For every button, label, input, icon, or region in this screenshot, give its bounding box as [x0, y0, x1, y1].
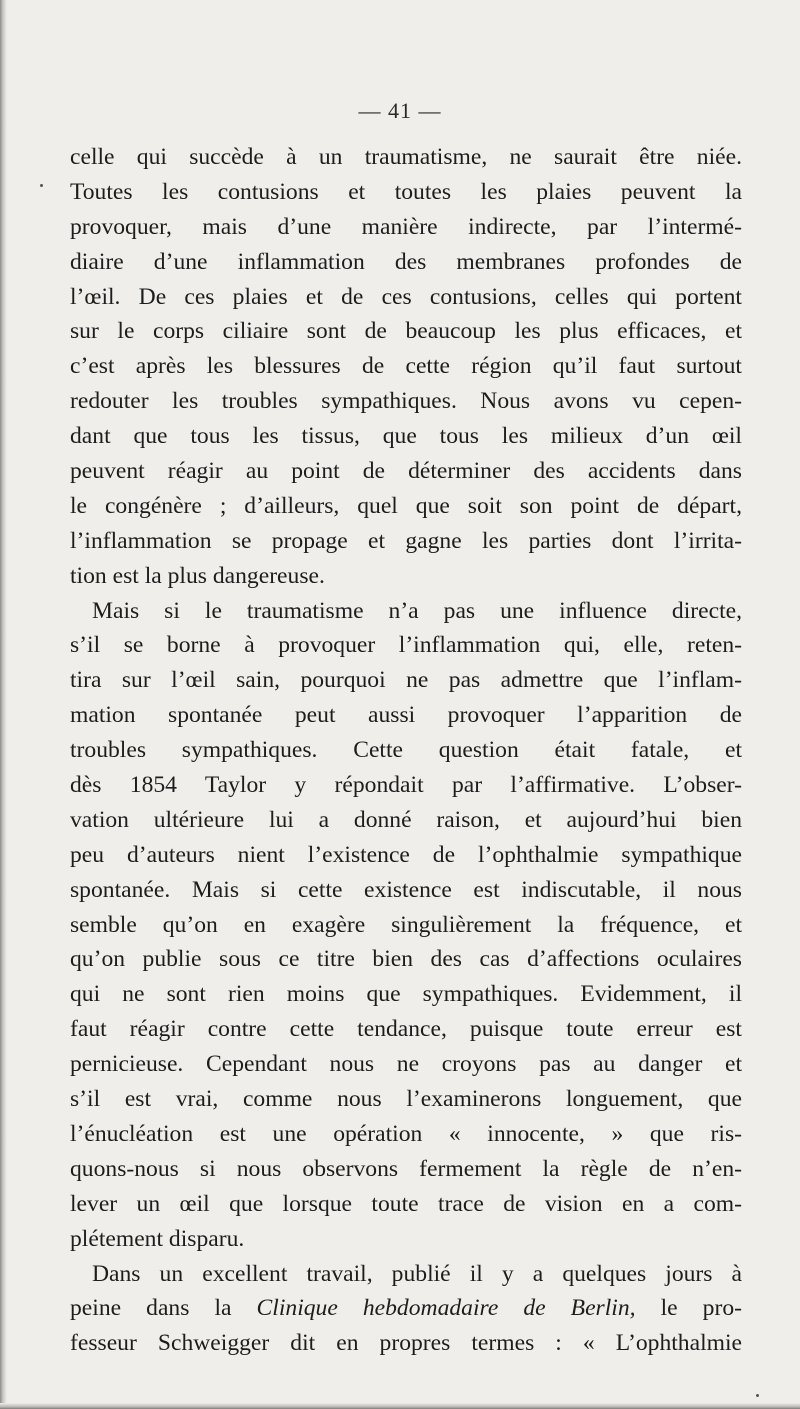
text-segment: le pro- — [635, 1295, 742, 1322]
page-bottom-edge — [0, 1403, 800, 1409]
margin-speck — [756, 1394, 759, 1397]
text-line: pernicieuse. Cependant nous ne croyons pas au danger et — [70, 1051, 742, 1078]
text-line: faut réagir contre cette tendance, puisque toute erreur est — [70, 1016, 742, 1043]
text-line: redouter les troubles sympathiques. Nous avons vu cepen- — [70, 388, 742, 415]
text-line: semble qu’on en exagère singulièrement la fréquence, et — [70, 911, 742, 938]
text-line: peuvent réagir au point de déterminer des accidents dans — [70, 458, 742, 485]
text-line: dant que tous les tissus, que tous les milieux d’un œil — [70, 423, 742, 450]
text-line: s’il se borne à provoquer l’inflammation qui, elle, reten- — [70, 632, 742, 659]
text-line: s’il est vrai, comme nous l’examinerons longuement, que — [70, 1086, 742, 1113]
text-line: quons-nous si nous observons fermement la règle de n’en- — [70, 1155, 742, 1182]
text-line — [70, 1291, 742, 1326]
text-line: lever un œil que lorsque toute trace de vision en a com- — [70, 1190, 742, 1217]
page-number: — 41 — — [358, 98, 442, 123]
margin-speck — [40, 184, 43, 187]
body-text — [70, 140, 742, 1361]
text-line: spontanée. Mais si cette existence est indiscutable, il nous — [70, 876, 742, 903]
text-line: Dans un excellent travail, publié il y a quelques jours à — [92, 1260, 742, 1287]
text-line: l’œil. De ces plaies et de ces contusions, celles qui portent — [70, 283, 742, 310]
text-line: provoquer, mais d’une manière indirecte, par l’intermé- — [70, 213, 742, 240]
text-line: qu’on publie sous ce titre bien des cas d’affections oculaires — [70, 946, 742, 973]
text-line: celle qui succède à un traumatisme, ne saurait être niée. — [70, 144, 742, 170]
text-line: l’énucléation est une opération « innocente, » que ris- — [70, 1120, 742, 1147]
text-line: vation ultérieure lui a donné raison, et aujourd’hui bien — [70, 806, 742, 833]
italic-title: Clinique hebdomadaire de Berlin, — [256, 1295, 636, 1322]
text-line: tira sur l’œil sain, pourquoi ne pas admettre que l’inflam- — [70, 667, 742, 694]
text-line: dès 1854 Taylor y répondait par l’affirmative. L’obser- — [70, 772, 742, 799]
text-line: l’inflammation se propage et gagne les parties dont l’irrita- — [70, 527, 742, 554]
text-line: le congénère ; d’ailleurs, quel que soit son point de départ, — [70, 492, 742, 519]
text-line: c’est après les blessures de cette région qu’il faut surtout — [70, 353, 742, 380]
text-line: plétement disparu. — [70, 1225, 245, 1252]
text-line: mation spontanée peut aussi provoquer l’apparition de — [70, 702, 742, 729]
text-line: Toutes les contusions et toutes les plaies peuvent la — [70, 178, 742, 205]
text-line: troubles sympathiques. Cette question était fatale, et — [70, 737, 742, 764]
text-line: diaire d’une inflammation des membranes profondes de — [70, 248, 742, 275]
text-line: sur le corps ciliaire sont de beaucoup les plus efficaces, et — [70, 318, 742, 345]
page-left-edge — [0, 0, 7, 1409]
text-line: peu d’auteurs nient l’existence de l’ophthalmie sympathique — [70, 841, 742, 868]
text-segment: peine dans la — [70, 1295, 257, 1322]
text-line: fesseur Schweigger dit en propres termes : « L’ophthalmie — [70, 1330, 742, 1357]
text-line: qui ne sont rien moins que sympathiques. Evidemment, il — [70, 981, 742, 1008]
text-line: tion est la plus dangereuse. — [70, 562, 325, 589]
text-line: Mais si le traumatisme n’a pas une influence directe, — [92, 597, 742, 624]
